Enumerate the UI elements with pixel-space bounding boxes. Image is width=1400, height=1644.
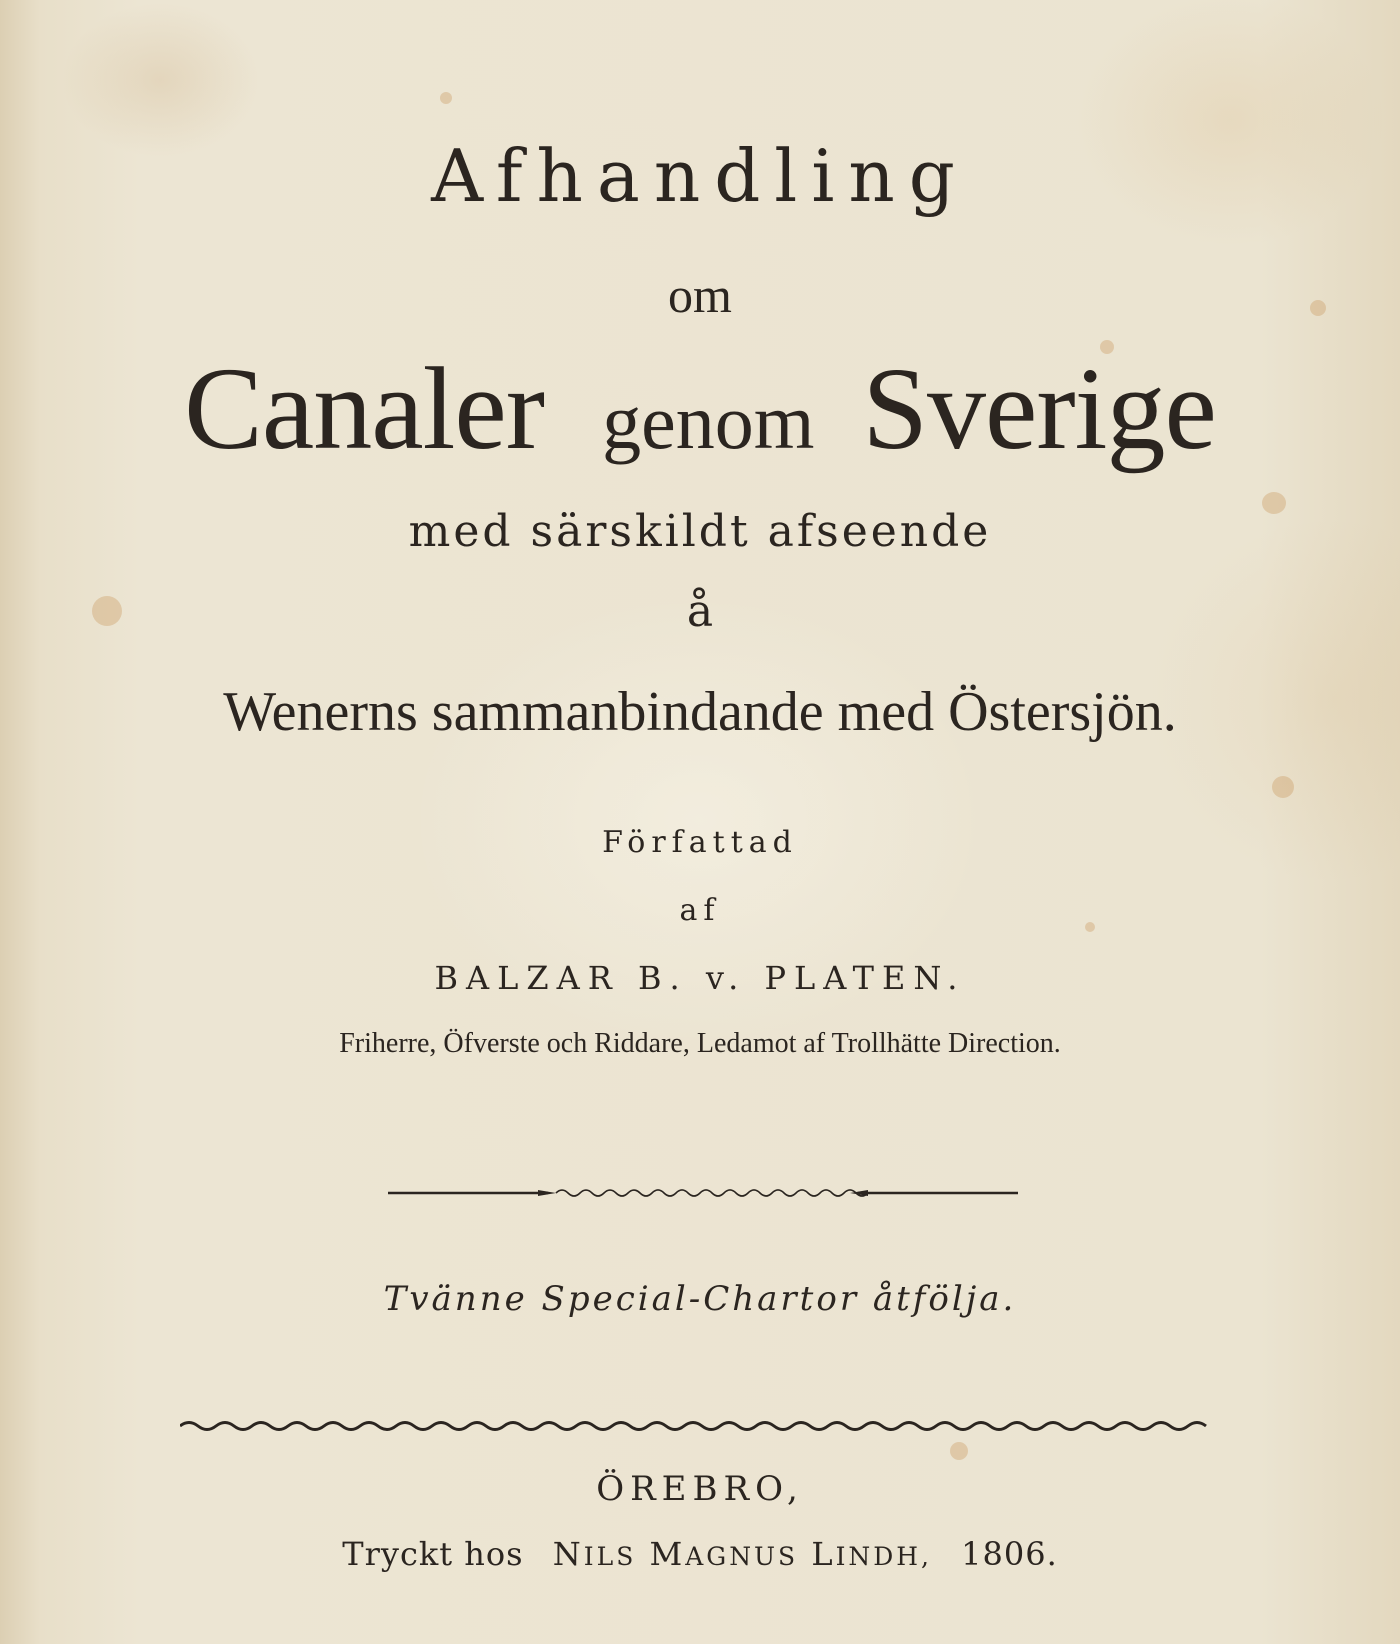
by-label: af	[679, 893, 721, 928]
topic-line: Wenerns sammanbindande med Östersjön.	[223, 681, 1177, 743]
subtitle-connector: å	[686, 586, 714, 637]
printed-by-label: Tryckt hos	[342, 1535, 524, 1573]
printer-first-initial: N	[552, 1535, 584, 1573]
author-titles: Friherre, Öfverste och Riddare, Ledamot af Trollhätte Direction.	[339, 1028, 1061, 1059]
author-name: BALZAR B. v. PLATEN.	[434, 959, 966, 997]
title-line-afhandling: Afhandling	[431, 134, 969, 218]
printer-last-initial: L	[811, 1535, 836, 1573]
printer-name	[553, 1535, 932, 1573]
printer-last-rest: INDH,	[835, 1542, 932, 1571]
subtitle: med särskildt afseende	[408, 506, 992, 557]
foxing-spot	[950, 1442, 968, 1460]
main-title	[0, 343, 1400, 474]
maps-note: Tvänne Special-Chartor åtfölja.	[383, 1279, 1017, 1319]
printer-middle-initial: M	[649, 1535, 686, 1573]
foxing-spot	[1272, 776, 1294, 798]
imprint-printer-line	[0, 1535, 1400, 1573]
imprint-year: 1806.	[961, 1535, 1058, 1573]
main-title-right: Sverige	[862, 343, 1216, 474]
printer-first-rest: ILS	[583, 1542, 637, 1571]
wavy-rule	[180, 1418, 1215, 1434]
foxing-spot	[440, 92, 452, 104]
written-label: Författad	[602, 825, 798, 860]
printer-middle-rest: AGNUS	[685, 1542, 799, 1571]
imprint-place: ÖREBRO,	[596, 1469, 804, 1509]
title-line-om: om	[668, 267, 732, 323]
ornamental-rule	[388, 1186, 1018, 1200]
main-title-mid: genom	[602, 378, 815, 465]
main-title-left: Canaler	[184, 343, 545, 474]
